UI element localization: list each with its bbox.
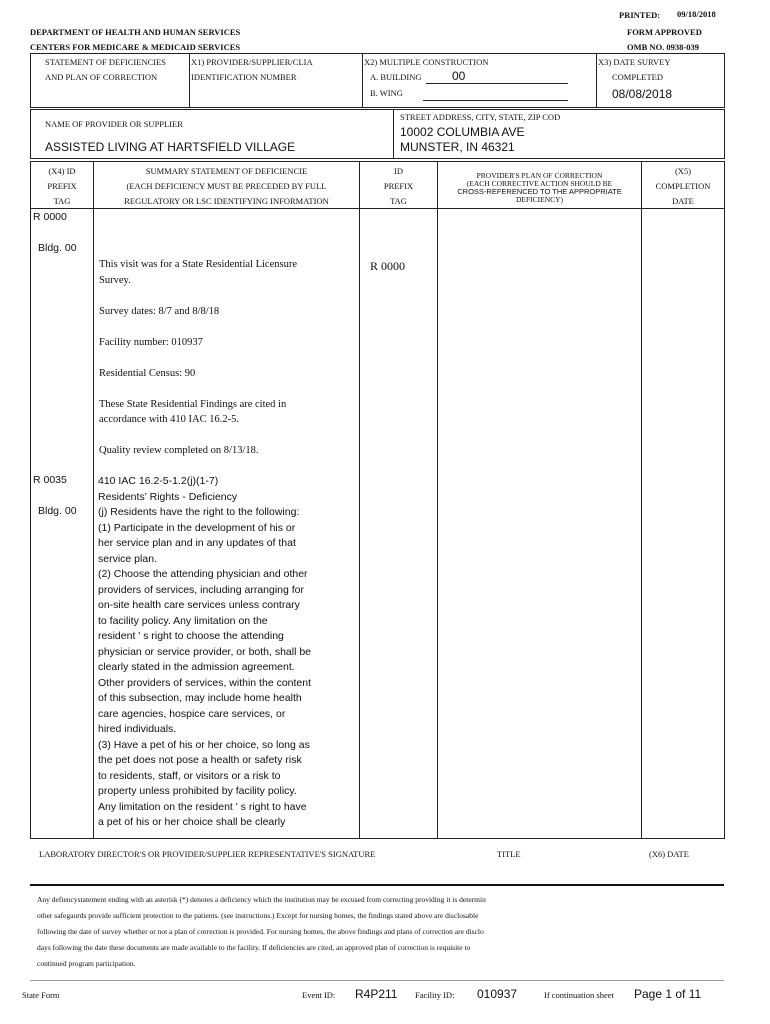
row1-left-border	[30, 53, 31, 108]
building-label: A. BUILDING	[370, 72, 422, 82]
bldg-label-1: Bldg. 00	[38, 242, 77, 254]
footer-page-number: Page 1 of 11	[634, 987, 702, 1001]
text-line: Survey dates: 8/7 and 8/8/18	[99, 305, 220, 317]
address-label: STREET ADDRESS, CITY, STATE, ZIP COD	[400, 112, 561, 122]
building-underline	[426, 83, 568, 84]
text-line: her service plan and in any updates of that	[98, 537, 296, 549]
grid-divider-4	[641, 161, 642, 839]
signature-bottom-rule	[30, 884, 724, 886]
provider-left-border	[30, 109, 31, 159]
summary-header-3: REGULATORY OR LSC IDENTIFYING INFORMATION	[124, 196, 329, 206]
date-survey-value: 08/08/2018	[612, 87, 673, 101]
text-line: clearly stated in the admission agreement.	[98, 661, 295, 673]
text-line: care agencies, hospice care services, or	[98, 707, 286, 720]
text-line: to facility policy. Any limitation on the	[98, 614, 268, 627]
text-line: service plan.	[98, 552, 157, 565]
text-line: accordance with 410 IAC 16.2-5.	[99, 414, 239, 425]
text-line	[99, 350, 297, 366]
text-line: 410 IAC 16.2-5-1.2(j)(1-7)	[98, 475, 219, 487]
text-line: (2) Choose the attending physician and other	[98, 568, 308, 580]
form-approved: FORM APPROVED	[627, 27, 702, 37]
department-name: DEPARTMENT OF HEALTH AND HUMAN SERVICES	[30, 27, 241, 37]
provider-right-border	[724, 109, 725, 159]
x4-header-2: PREFIX	[47, 181, 77, 191]
text-line	[99, 381, 297, 397]
date-survey-label-2: COMPLETED	[612, 72, 663, 82]
provider-bottom-border	[30, 158, 724, 159]
text-line: hired individuals.	[98, 723, 177, 735]
grid-bottom-border	[30, 838, 724, 839]
survey-summary-text	[99, 257, 297, 459]
plan-header-3: CROSS-REFERENCED TO THE APPROPRIATE	[457, 187, 622, 196]
x5-header-2: COMPLETION	[655, 181, 711, 191]
disclaimer-line-4: days following the date these documents are made available to the facility. If deficiencies are cited, an approved plan of correction is requisite to	[37, 943, 471, 952]
provider-divider	[393, 109, 394, 159]
id-tag-r0000: R 0000	[370, 259, 406, 273]
text-line: the pet does not pose a health or safety risk	[98, 754, 302, 766]
bldg-label-2: Bldg. 00	[38, 505, 77, 517]
centers-name: CENTERS FOR MEDICARE & MEDICAID SERVICES	[30, 42, 241, 52]
row1-divider-3	[596, 53, 597, 108]
address-line-2: MUNSTER, IN 46321	[400, 140, 515, 154]
id-header-2: PREFIX	[383, 181, 414, 191]
text-line: physician or service provider, or both, shall be	[98, 645, 312, 658]
printed-label: PRINTED:	[619, 10, 661, 20]
plan-header-2: (EACH CORRECTIVE ACTION SHOULD BE	[466, 179, 613, 188]
disclaimer-line-1: Any defiencystatement ending with an asterisk (*) denotes a deficiency which the institution may be excused from correcting providing it is determin	[37, 895, 486, 904]
row1-divider-2	[362, 53, 363, 108]
text-line: Survey.	[99, 274, 131, 286]
tag-r0000: R 0000	[33, 211, 67, 223]
footer-event-value: R4P211	[355, 987, 398, 1001]
id-header-3: TAG	[390, 196, 407, 206]
text-line: property unless prohibited by facility policy.	[98, 785, 297, 797]
tag-r0035: R 0035	[33, 474, 67, 486]
statement-label-1: STATEMENT OF DEFICIENCIES	[45, 57, 167, 67]
row1-bottom-border	[30, 107, 724, 108]
text-line: Facility number: 010937	[99, 336, 203, 348]
text-line: (1) Participate in the development of his or	[98, 521, 296, 534]
disclaimer-bottom-rule	[30, 980, 724, 981]
row1-right-border	[724, 53, 725, 108]
residents-rights-text	[98, 474, 311, 831]
text-line: This visit was for a State Residential Licensure	[99, 259, 297, 270]
row1-divider-1	[189, 53, 190, 108]
x5-header-1: (X5)	[674, 166, 692, 176]
text-line: Other providers of services, within the content	[98, 676, 312, 689]
wing-label: B. WING	[370, 88, 403, 98]
text-line: providers of services, including arranging for	[98, 583, 305, 596]
title-label: TITLE	[497, 849, 521, 859]
columns-top-border	[30, 161, 724, 162]
x4-header-1: (X4) ID	[48, 166, 76, 176]
text-line	[99, 288, 297, 304]
provider-name-value: ASSISTED LIVING AT HARTSFIELD VILLAGE	[45, 140, 296, 154]
disclaimer-line-2: other safegaurds provide sufficient protection to the patients. (see instructions.) Except for nursing homes, the findings stated above are disclosable	[37, 911, 479, 920]
address-line-1: 10002 COLUMBIA AVE	[400, 125, 525, 139]
provider-name-label: NAME OF PROVIDER OR SUPPLIER	[45, 119, 183, 129]
disclaimer-line-5: continued program participation.	[37, 959, 136, 968]
text-line: Residential Census: 90	[99, 367, 196, 379]
columns-bottom-border	[30, 208, 724, 209]
summary-header-1: SUMMARY STATEMENT OF DEFICIENCIE	[145, 166, 308, 176]
text-line: These State Residential Findings are cited in	[99, 398, 287, 410]
footer-state-form: State Form	[22, 990, 60, 1000]
building-value: 00	[452, 69, 466, 83]
text-line: Residents' Rights - Deficiency	[98, 490, 238, 503]
text-line	[99, 319, 297, 335]
multiple-construction-label: X2) MULTIPLE CONSTRUCTION	[364, 57, 489, 67]
text-line: Quality review completed on 8/13/18.	[99, 445, 259, 456]
grid-right-border	[724, 161, 725, 839]
omb-number: OMB NO. 0938-039	[627, 42, 700, 52]
grid-divider-1	[93, 161, 94, 839]
text-line: (3) Have a pet of his or her choice, so long as	[98, 738, 310, 751]
provider-top-border	[30, 109, 724, 110]
text-line: (j) Residents have the right to the following:	[98, 506, 300, 518]
text-line: of this subsection, may include home health	[98, 692, 302, 704]
grid-divider-3	[437, 161, 438, 839]
text-line	[99, 428, 297, 444]
text-line: Any limitation on the resident ' s right to have	[98, 800, 307, 813]
grid-divider-2	[359, 161, 360, 839]
wing-underline	[423, 100, 568, 101]
text-line: to residents, staff, or visitors or a risk to	[98, 769, 281, 782]
footer-event-label: Event ID:	[302, 990, 336, 1000]
summary-header-2: (EACH DEFICIENCY MUST BE PRECEDED BY FULL	[126, 181, 327, 191]
footer-facility-label: Facility ID:	[415, 990, 455, 1000]
disclaimer-line-3: following the date of survey whether or not a plan of correction is provided. For nursing homes, the above findings and plans of correction are disclo	[37, 927, 484, 936]
printed-date: 09/18/2018	[677, 9, 716, 19]
date-survey-label-1: X3) DATE SURVEY	[598, 57, 671, 67]
grid-left-border	[30, 161, 31, 839]
footer-continuation: If continuation sheet	[544, 990, 614, 1000]
plan-header-1: PROVIDER'S PLAN OF CORRECTION	[476, 171, 603, 180]
statement-label-2: AND PLAN OF CORRECTION	[45, 72, 158, 82]
x5-header-3: DATE	[672, 196, 694, 206]
provider-id-label-2: IDENTIFICATION NUMBER	[191, 72, 297, 82]
footer-facility-value: 010937	[477, 987, 518, 1001]
provider-id-label-1: X1) PROVIDER/SUPPLIER/CLIA	[191, 57, 313, 67]
text-line: resident ' s right to choose the attending	[98, 630, 284, 642]
id-header-1: ID	[394, 166, 403, 176]
text-line: a pet of his or her choice shall be clearly	[98, 816, 286, 828]
signature-label: LABORATORY DIRECTOR'S OR PROVIDER/SUPPLIER REPRESENTATIVE'S SIGNATURE	[39, 849, 376, 859]
plan-header-4: DEFICIENCY)	[515, 195, 564, 204]
x4-header-3: TAG	[53, 196, 71, 206]
text-line: on-site health care services unless contrary	[98, 599, 300, 611]
date-label: (X6) DATE	[649, 849, 689, 859]
row1-top-border	[30, 53, 724, 54]
